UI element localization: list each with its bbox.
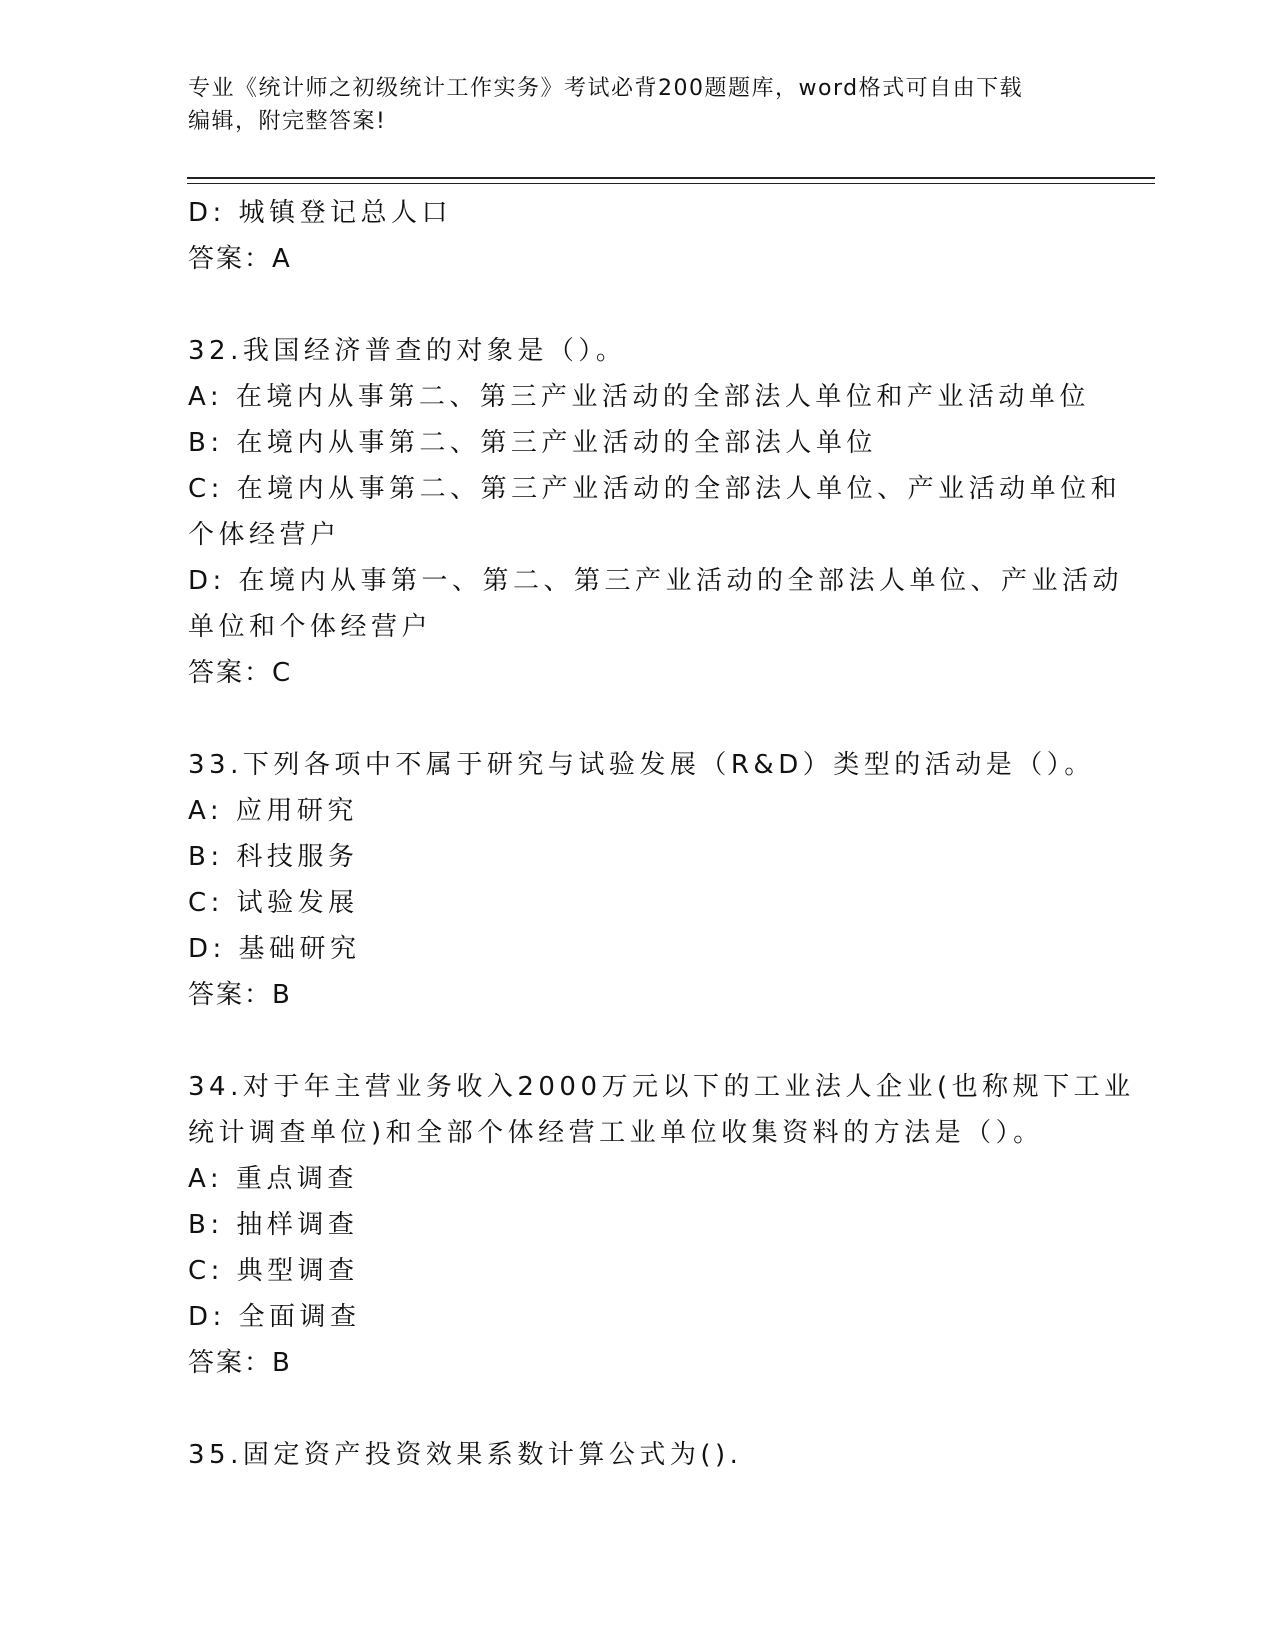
question-block bbox=[188, 190, 1088, 282]
header-line-2: 编辑，附完整答案! bbox=[188, 109, 387, 134]
header-divider-thin bbox=[187, 183, 1155, 184]
document-header bbox=[188, 72, 1088, 138]
question-text: 34.对于年主营业务收入2000万元以下的工业法人企业(也称规下工业 bbox=[188, 1072, 1135, 1102]
answer-line: 答案：B bbox=[188, 980, 292, 1010]
question-block bbox=[188, 742, 1095, 1018]
option-line: B: 科技服务 bbox=[188, 842, 359, 872]
option-line: C: 试验发展 bbox=[188, 888, 359, 918]
option-line-continued: 个体经营户 bbox=[188, 520, 341, 550]
question-text: 35.固定资产投资效果系数计算公式为(). bbox=[188, 1440, 743, 1470]
option-line: D: 全面调查 bbox=[188, 1302, 361, 1332]
option-line: D: 在境内从事第一、第二、第三产业活动的全部法人单位、产业活动 bbox=[188, 566, 1124, 596]
option-line: C: 在境内从事第二、第三产业活动的全部法人单位、产业活动单位和 bbox=[188, 474, 1122, 504]
question-text: 33.下列各项中不属于研究与试验发展（R&D）类型的活动是（）。 bbox=[188, 750, 1095, 780]
option-line: C: 典型调查 bbox=[188, 1256, 359, 1286]
question-text: 32.我国经济普查的对象是（）。 bbox=[188, 336, 627, 366]
question-block bbox=[188, 1432, 1088, 1478]
question-list bbox=[188, 190, 1135, 1478]
option-line: A: 应用研究 bbox=[188, 796, 358, 826]
option-line: A: 重点调查 bbox=[188, 1164, 358, 1194]
option-line: A: 在境内从事第二、第三产业活动的全部法人单位和产业活动单位 bbox=[188, 382, 1090, 412]
header-line-1: 专业《统计师之初级统计工作实务》考试必背200题题库，word格式可自由下载 bbox=[188, 76, 1024, 101]
option-line: D: 城镇登记总人口 bbox=[188, 198, 453, 228]
answer-line: 答案：B bbox=[188, 1348, 292, 1378]
option-line-continued: 单位和个体经营户 bbox=[188, 612, 433, 642]
answer-line: 答案：A bbox=[188, 244, 292, 274]
answer-line: 答案：C bbox=[188, 658, 293, 688]
question-block bbox=[188, 328, 1124, 696]
option-line: B: 在境内从事第二、第三产业活动的全部法人单位 bbox=[188, 428, 877, 458]
header-divider-thick bbox=[187, 177, 1155, 179]
question-block bbox=[188, 1064, 1135, 1386]
question-text-continued: 统计调查单位)和全部个体经营工业单位收集资料的方法是（）。 bbox=[188, 1118, 1044, 1148]
option-line: B: 抽样调查 bbox=[188, 1210, 359, 1240]
option-line: D: 基础研究 bbox=[188, 934, 361, 964]
